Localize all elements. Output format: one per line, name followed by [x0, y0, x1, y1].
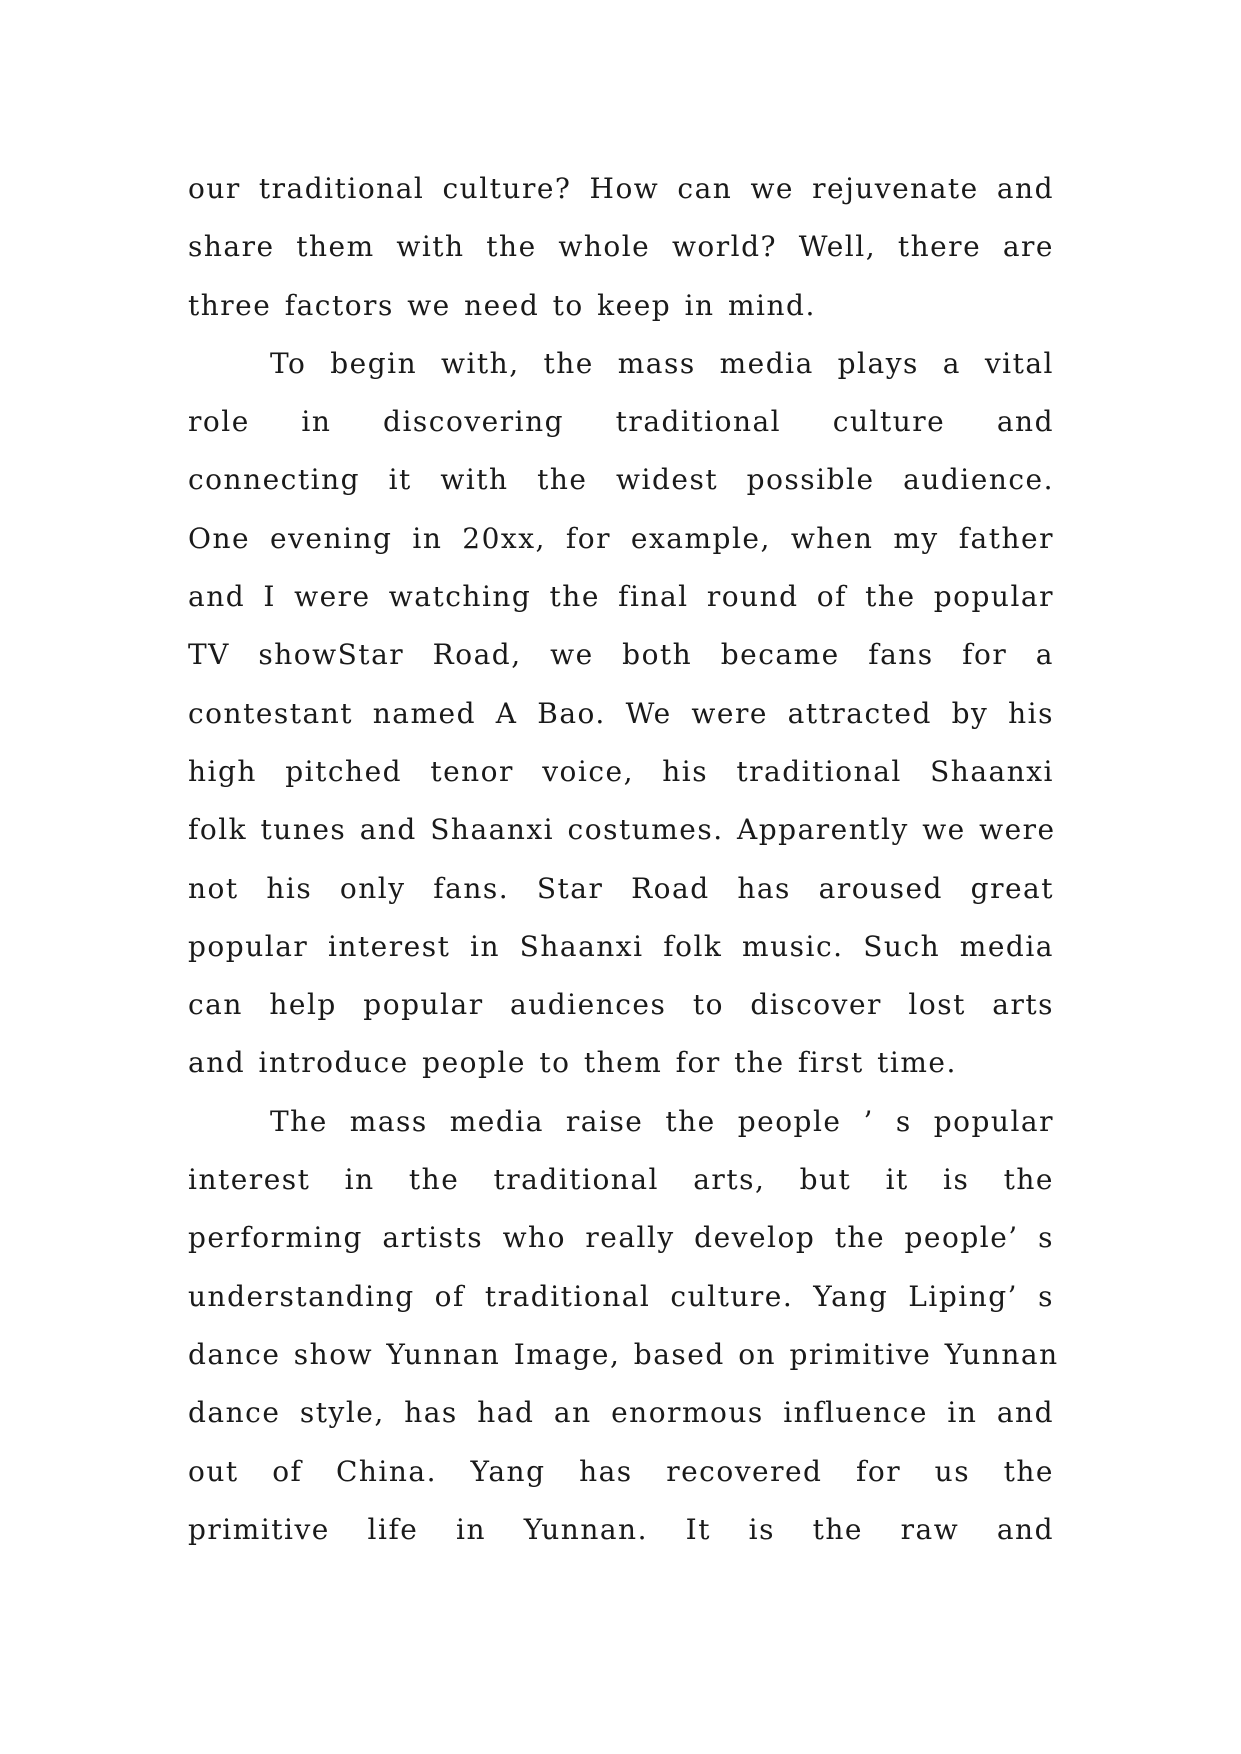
text-line: our traditional culture? How can we rejuvenate and [188, 172, 1054, 205]
text-line: folk tunes and Shaanxi costumes. Apparently we were [188, 813, 1056, 847]
text-line: interest in the traditional arts, but it is the [188, 1163, 1054, 1197]
text-line: dance style, has had an enormous influence in and [188, 1396, 1054, 1430]
paragraph-performing-artists [188, 1093, 1059, 1559]
text-line: dance show Yunnan Image, based on primitive Yunnan [188, 1337, 1059, 1371]
text-line: connecting it with the widest possible audience. [188, 463, 1054, 497]
text-line: TV showStar Road, we both became fans for a [188, 638, 1054, 672]
text-line: share them with the whole world? Well, there are [188, 230, 1054, 264]
text-line: can help popular audiences to discover lost arts [188, 988, 1054, 1022]
text-line: To begin with, the mass media plays a vital [270, 346, 1054, 380]
paragraph-continuation [188, 160, 1054, 335]
text-line: understanding of traditional culture. Yang Liping’ s [188, 1279, 1054, 1313]
text-line: and introduce people to them for the first time. [188, 1046, 957, 1080]
text-line: role in discovering traditional culture and [188, 405, 1054, 439]
text-line: contestant named A Bao. We were attracted by his [188, 696, 1054, 730]
text-line: high pitched tenor voice, his traditional Shaanxi [188, 754, 1054, 788]
text-line: The mass media raise the people ’ s popular [270, 1104, 1054, 1138]
text-line: performing artists who really develop the people’ s [188, 1221, 1054, 1255]
text-line: not his only fans. Star Road has aroused great [188, 871, 1054, 905]
body-text [188, 160, 1059, 1559]
text-line: and I were watching the final round of the popular [188, 580, 1054, 614]
text-line: out of China. Yang has recovered for us the [188, 1454, 1054, 1488]
text-line: three factors we need to keep in mind. [188, 288, 816, 322]
text-line: popular interest in Shaanxi folk music. Such media [188, 929, 1054, 963]
text-line: One evening in 20xx, for example, when my father [188, 521, 1054, 555]
text-line: primitive life in Yunnan. It is the raw and [188, 1512, 1054, 1546]
paragraph-mass-media [188, 335, 1054, 1093]
